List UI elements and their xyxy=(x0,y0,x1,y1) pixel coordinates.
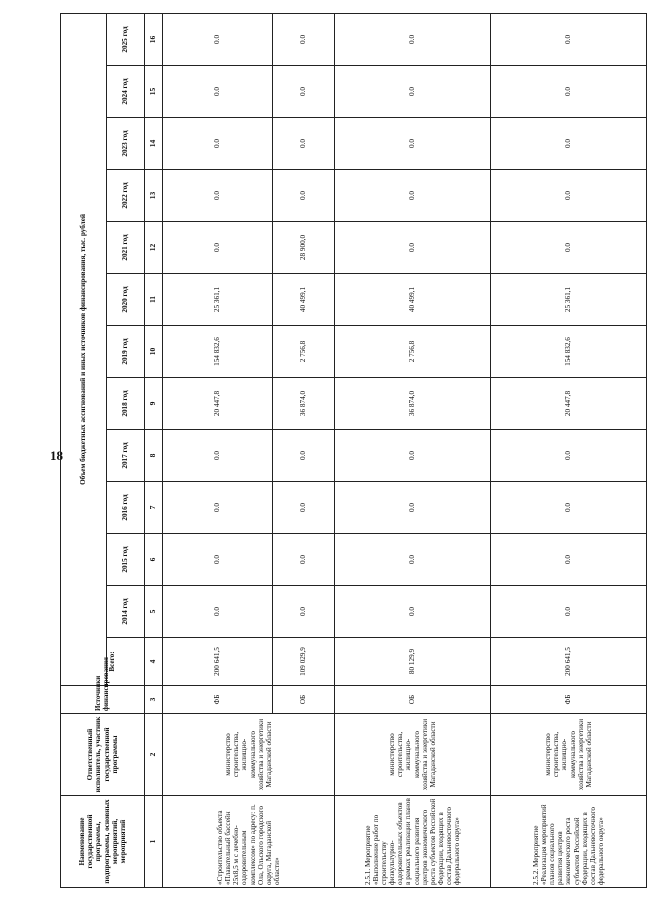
column-number: 6 xyxy=(145,534,163,586)
column-number: 7 xyxy=(145,482,163,534)
year-value-cell: 0.0 xyxy=(163,586,273,638)
table-row xyxy=(491,13,647,887)
year-value-cell: 0.0 xyxy=(273,482,335,534)
year-value-cell: 28 900,0 xyxy=(273,222,335,274)
column-number: 4 xyxy=(145,638,163,686)
header-year: 2021 год xyxy=(107,222,145,274)
row-source: ОБ xyxy=(335,686,491,714)
header-year: 2025 год xyxy=(107,13,145,65)
column-number: 1 xyxy=(145,796,163,888)
year-value-cell: 0.0 xyxy=(335,482,491,534)
funding-table xyxy=(60,13,647,888)
year-value-cell: 0.0 xyxy=(163,66,273,118)
year-value-cell: 0.0 xyxy=(163,534,273,586)
row-executor: министерство строительства, жилищно-коммунального хозяйства и энергетики Магаданской области xyxy=(163,714,335,796)
year-value-cell: 0.0 xyxy=(335,13,491,65)
row-name: 2.5.2. Мероприятие «Реализация мероприятий планов социального развития центров экономического роста субъектов Российской Федерации, входящих в состав Дальневосточного федерального округа» xyxy=(491,796,647,888)
year-value-cell: 0.0 xyxy=(491,13,647,65)
year-value-cell: 154 832,6 xyxy=(491,326,647,378)
column-number: 16 xyxy=(145,13,163,65)
row-source: ОБ xyxy=(273,686,335,714)
table-row xyxy=(335,13,491,887)
column-number: 14 xyxy=(145,118,163,170)
year-value-cell: 0.0 xyxy=(491,430,647,482)
total-value-cell: 80 129,9 xyxy=(335,638,491,686)
year-value-cell: 0.0 xyxy=(335,534,491,586)
year-value-cell: 36 874,0 xyxy=(335,378,491,430)
header-year: 2022 год xyxy=(107,170,145,222)
year-value-cell: 0.0 xyxy=(335,222,491,274)
year-value-cell: 0.0 xyxy=(491,586,647,638)
year-value-cell: 0.0 xyxy=(335,118,491,170)
year-value-cell: 40 499,1 xyxy=(335,274,491,326)
column-number: 11 xyxy=(145,274,163,326)
header-year: 2014 год xyxy=(107,586,145,638)
header-year: 2018 год xyxy=(107,378,145,430)
year-value-cell: 0.0 xyxy=(273,13,335,65)
column-number: 2 xyxy=(145,714,163,796)
year-value-cell: 40 499,1 xyxy=(273,274,335,326)
year-value-cell: 0.0 xyxy=(273,430,335,482)
year-value-cell: 0.0 xyxy=(163,430,273,482)
year-value-cell: 0.0 xyxy=(163,118,273,170)
year-value-cell: 0.0 xyxy=(163,13,273,65)
column-number: 10 xyxy=(145,326,163,378)
header-year: 2020 год xyxy=(107,274,145,326)
header-year: 2024 год xyxy=(107,66,145,118)
column-number: 13 xyxy=(145,170,163,222)
year-value-cell: 0.0 xyxy=(335,170,491,222)
year-value-cell: 0.0 xyxy=(491,170,647,222)
year-value-cell: 2 756,8 xyxy=(273,326,335,378)
year-value-cell: 0.0 xyxy=(491,118,647,170)
year-value-cell: 20 447,8 xyxy=(163,378,273,430)
total-value-cell: 200 641,5 xyxy=(491,638,647,686)
row-executor: министерство строительства, жилищно-коммунального хозяйства и энергетики Магаданской области xyxy=(491,714,647,796)
column-number: 12 xyxy=(145,222,163,274)
year-value-cell: 0.0 xyxy=(335,66,491,118)
header-year: 2017 год xyxy=(107,430,145,482)
year-value-cell: 0.0 xyxy=(273,534,335,586)
year-value-cell: 0.0 xyxy=(491,534,647,586)
column-number: 3 xyxy=(145,686,163,714)
year-value-cell: 0.0 xyxy=(491,222,647,274)
year-value-cell: 0.0 xyxy=(491,482,647,534)
header-total: Всего: xyxy=(107,638,145,686)
year-value-cell: 20 447,8 xyxy=(491,378,647,430)
header-year: 2019 год xyxy=(107,326,145,378)
year-value-cell: 0.0 xyxy=(335,430,491,482)
header-year: 2023 год xyxy=(107,118,145,170)
column-number: 5 xyxy=(145,586,163,638)
row-source: ФБ xyxy=(163,686,273,714)
header-year: 2015 год xyxy=(107,534,145,586)
header-funding-title: Объем бюджетных ассигнований и иных источников финансирования, тыс. рублей xyxy=(61,13,107,685)
row-name: 2.5.1. Мероприятие «Выполнение работ по строительству физкультурно-оздоровительных объектов в рамках реализации планов социального развития центров экономического роста субъектов Российской Федерации, входящих в состав Дальневосточного федерального округа» xyxy=(335,796,491,888)
table-row xyxy=(163,13,273,887)
rotated-table-container xyxy=(60,14,620,888)
column-number: 9 xyxy=(145,378,163,430)
column-number: 15 xyxy=(145,66,163,118)
row-executor: министерство строительства, жилищно-коммунального хозяйства и энергетики Магаданской области xyxy=(335,714,491,796)
year-value-cell: 154 832,6 xyxy=(163,326,273,378)
year-value-cell: 0.0 xyxy=(163,170,273,222)
year-value-cell: 0.0 xyxy=(273,170,335,222)
row-source: ФБ xyxy=(491,686,647,714)
year-value-cell: 0.0 xyxy=(335,586,491,638)
year-value-cell: 0.0 xyxy=(163,482,273,534)
year-value-cell: 0.0 xyxy=(491,66,647,118)
year-value-cell: 25 361,1 xyxy=(491,274,647,326)
header-name: Наименование государственной программы, подпрограммы, основных мероприятий, мероприятий xyxy=(61,796,145,888)
year-value-cell: 0.0 xyxy=(273,586,335,638)
row-name: «Строительство объекта «Плавательный бассейн 25x8,5 м с лечебно-оздоровительным комплексом» по адресу: п. Ола, Ольского городского округа, Магаданской области» xyxy=(163,796,335,888)
year-value-cell: 2 756,8 xyxy=(335,326,491,378)
column-number-row xyxy=(145,13,163,887)
page-number: 18 xyxy=(50,448,63,463)
year-value-cell: 36 874,0 xyxy=(273,378,335,430)
total-value-cell: 200 641,5 xyxy=(163,638,273,686)
header-year: 2016 год xyxy=(107,482,145,534)
year-value-cell: 0.0 xyxy=(273,66,335,118)
year-value-cell: 0.0 xyxy=(163,222,273,274)
header-source: Источники финансирования xyxy=(61,686,145,714)
header-executor: Ответственный исполнитель, участник государственной программы xyxy=(61,714,145,796)
year-value-cell: 25 361,1 xyxy=(163,274,273,326)
column-number: 8 xyxy=(145,430,163,482)
total-value-cell: 109 029,9 xyxy=(273,638,335,686)
year-value-cell: 0.0 xyxy=(273,118,335,170)
